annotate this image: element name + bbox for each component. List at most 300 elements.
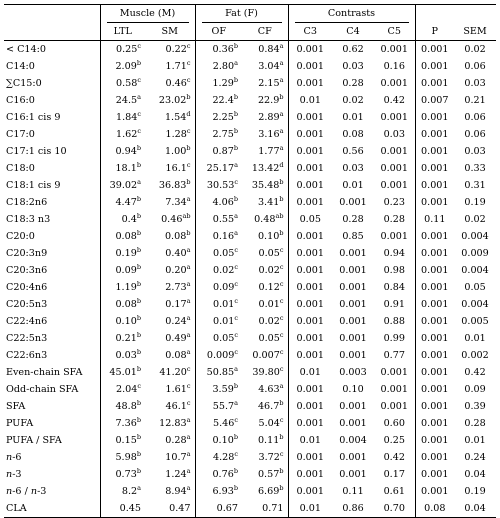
cell-superscript: a [186,348,191,356]
cell-superscript: b [136,314,141,322]
cell-of [195,279,242,296]
cell-value: 0.001 [421,418,449,429]
cell-c3 [288,160,332,177]
row-label: SFA [6,401,26,412]
cell-sm [145,313,195,330]
cell-value: 0.003 [339,367,367,378]
cell-cf [242,313,288,330]
col-header-label [4,23,100,41]
cell-superscript: b [136,246,141,254]
cell-superscript: d [279,161,284,169]
cell-superscript: b [233,467,238,475]
cell-value: 0.62 [342,44,364,55]
cell-sem [454,449,496,466]
cell-value: 0.001 [421,384,449,395]
cell-value: 8.94 [165,486,187,497]
cell-superscript: a [186,246,191,254]
cell-superscript: c [279,365,284,373]
cell-value: 0.02 [258,316,280,327]
row-label: C22:5n3 [6,333,48,344]
cell-ltl [100,75,145,92]
cell-c4 [332,160,374,177]
cell-sm [145,381,195,398]
cell-c3 [288,313,332,330]
cell-value: 0.001 [296,180,324,191]
cell-of [195,92,242,109]
cell-c3 [288,398,332,415]
cell-p [415,245,454,262]
row-label: < C14:0 [6,44,46,55]
group-header-row [4,5,496,24]
cell-cf [242,245,288,262]
row-label: C22:6n3 [6,350,48,361]
cell-value: 0.39 [464,401,486,412]
cell-c5 [374,483,415,500]
cell-sem [454,92,496,109]
cell-value: 0.001 [296,248,324,259]
cell-superscript: b [279,195,284,203]
table-body [4,41,496,518]
cell-c5 [374,296,415,313]
cell-value: 0.001 [296,282,324,293]
cell-value: 0.001 [296,163,324,174]
cell-p [415,466,454,483]
cell-c5 [374,432,415,449]
cell-ltl [100,500,145,518]
cell-c3 [288,58,332,75]
cell-c4 [332,466,374,483]
cell-superscript: c [234,178,238,186]
cell-value: 0.001 [421,197,449,208]
cell-of [195,160,242,177]
cell-value: 0.001 [421,44,449,55]
cell-value: 0.22 [165,44,187,55]
cell-value: 46.7 [257,401,280,412]
cell-superscript: b [136,331,141,339]
cell-value: 0.02 [258,265,280,276]
cell-value: 0.67 [216,503,238,514]
cell-value: 0.48 [254,214,276,225]
cell-value: 0.02 [464,44,486,55]
cell-cf [242,347,288,364]
cell-superscript: ab [182,212,191,220]
group-muscle-label: Muscle (M) [107,5,189,23]
cell-value: 0.42 [383,452,405,463]
row-label: n-3 [6,469,22,480]
cell-value: 0.33 [464,163,486,174]
cell-value: 0.10 [257,231,280,242]
cell-value: 0.09 [464,384,486,395]
cell-ltl [100,296,145,313]
cell-of [195,347,242,364]
cell-value: 0.49 [165,333,187,344]
cell-p [415,483,454,500]
cell-superscript: b [279,484,284,492]
cell-c5 [374,211,415,228]
cell-of [195,415,242,432]
cell-cf [242,330,288,347]
col-header-cf: CF [242,23,288,41]
cell-superscript: a [234,399,238,407]
cell-value: 0.001 [339,350,367,361]
cell-value: 0.88 [383,316,405,327]
cell-ltl [100,211,145,228]
cell-ltl [100,483,145,500]
cell-value: 0.03 [115,350,137,361]
cell-value: 6.69 [257,486,280,497]
cell-value: 2.89 [258,112,280,123]
cell-superscript: b [233,144,238,152]
cell-superscript: b [233,484,238,492]
cell-sm [145,330,195,347]
cell-of [195,143,242,160]
cell-ltl [100,415,145,432]
cell-p [415,415,454,432]
cell-value: 0.001 [380,180,408,191]
cell-superscript: a [186,195,191,203]
cell-sem [454,245,496,262]
table-row [4,262,496,279]
cell-superscript: b [233,93,238,101]
table-row [4,415,496,432]
cell-value: 8.2 [121,486,138,497]
cell-value: 3.16 [258,129,280,140]
cell-c3 [288,330,332,347]
cell-value: 0.001 [421,486,449,497]
cell-p [415,330,454,347]
cell-ltl [100,364,145,381]
cell-value: 0.08 [342,129,364,140]
cell-c3 [288,143,332,160]
col-header-c4: C4 [332,23,374,41]
cell-value: 0.84 [383,282,405,293]
cell-superscript: b [136,433,141,441]
cell-value: 0.01 [299,367,321,378]
cell-c5 [374,92,415,109]
cell-cf [242,143,288,160]
cell-value: 0.06 [464,129,486,140]
cell-value: 0.4 [121,214,137,225]
table-row [4,75,496,92]
cell-p [415,296,454,313]
cell-superscript: c [279,416,284,424]
cell-value: 0.002 [461,350,489,361]
cell-sm [145,211,195,228]
cell-superscript: a [186,280,191,288]
cell-superscript: c [234,263,238,271]
cell-superscript: b [186,144,191,152]
cell-sem [454,415,496,432]
cell-of [195,330,242,347]
cell-sem [454,398,496,415]
cell-p [415,500,454,518]
cell-value: 0.001 [339,452,367,463]
cell-sem [454,296,496,313]
cell-value: 0.001 [380,78,408,89]
cell-value: 7.36 [115,418,137,429]
cell-value: 0.001 [296,146,324,157]
table-row [4,228,496,245]
cell-p [415,347,454,364]
cell-of [195,126,242,143]
cell-value: 25.17 [206,163,235,174]
cell-c3 [288,211,332,228]
cell-value: 0.001 [421,401,449,412]
cell-p [415,160,454,177]
cell-value: 0.001 [380,384,408,395]
table-row [4,177,496,194]
cell-sem [454,211,496,228]
cell-value: 4.63 [258,384,280,395]
cell-c5 [374,126,415,143]
cell-value: 46.1 [165,401,187,412]
col-header-ltl: LTL [100,23,145,41]
cell-of [195,500,242,518]
cell-c4 [332,432,374,449]
cell-value: 0.001 [296,333,324,344]
cell-c4 [332,245,374,262]
cell-p [415,109,454,126]
cell-sm [145,432,195,449]
cell-value: 0.20 [165,265,187,276]
cell-value: 0.85 [342,231,364,242]
cell-sm [145,466,195,483]
cell-ltl [100,398,145,415]
cell-value: 0.02 [464,214,486,225]
cell-sem [454,432,496,449]
cell-of [195,194,242,211]
cell-value: 0.03 [383,129,405,140]
row-label: C18:0 [6,163,35,174]
row-label: C18:1 cis 9 [6,180,61,191]
cell-of [195,245,242,262]
cell-superscript: b [136,399,141,407]
cell-value: 1.71 [165,61,187,72]
cell-sem [454,194,496,211]
cell-value: 0.28 [165,435,187,446]
cell-superscript: a [137,484,141,492]
cell-value: 0.08 [115,231,137,242]
cell-superscript: a [279,42,284,50]
cell-superscript: c [234,314,238,322]
cell-value: 0.004 [461,231,489,242]
cell-value: 0.001 [421,78,449,89]
cell-value: 0.09 [212,282,235,293]
cell-superscript: a [234,59,238,67]
cell-value: 0.47 [169,503,191,514]
cell-value: 0.001 [339,316,367,327]
cell-superscript: b [233,127,238,135]
cell-value: 0.001 [380,44,408,55]
cell-sm [145,364,195,381]
cell-value: 0.86 [342,503,364,514]
cell-c5 [374,228,415,245]
cell-c5 [374,415,415,432]
cell-sem [454,160,496,177]
cell-ltl [100,143,145,160]
cell-superscript: b [233,382,238,390]
cell-value: 0.42 [383,95,405,106]
cell-value: 0.11 [424,214,446,225]
row-label: Even-chain SFA [6,367,83,378]
cell-value: 1.00 [164,146,187,157]
cell-value: 0.06 [464,112,486,123]
cell-superscript: b [279,229,284,237]
cell-cf [242,500,288,518]
cell-ltl [100,466,145,483]
cell-superscript: b [279,467,284,475]
cell-sem [454,228,496,245]
cell-value: 0.001 [421,333,449,344]
cell-superscript: a [234,365,238,373]
cell-value: 30.53 [206,180,235,191]
table-row [4,466,496,483]
table-row [4,432,496,449]
table-row [4,381,496,398]
cell-value: 0.009 [206,350,235,361]
cell-c5 [374,41,415,59]
cell-cf [242,41,288,59]
cell-value: 0.005 [461,316,489,327]
cell-cf [242,211,288,228]
cell-c4 [332,449,374,466]
cell-sm [145,143,195,160]
cell-value: 0.76 [212,469,234,480]
table-row [4,143,496,160]
cell-cf [242,92,288,109]
cell-c3 [288,415,332,432]
cell-superscript: c [279,348,284,356]
cell-value: 0.94 [383,248,405,259]
cell-cf [242,58,288,75]
cell-sm [145,41,195,59]
cell-cf [242,449,288,466]
cell-value: 0.31 [464,180,486,191]
cell-value: 5.46 [212,418,235,429]
cell-value: 0.001 [421,61,449,72]
row-label: C20:4n6 [6,282,48,293]
cell-superscript: c [279,246,284,254]
cell-value: 0.001 [296,265,324,276]
table-row [4,296,496,313]
cell-value: 0.001 [421,435,449,446]
cell-value: 0.17 [383,469,405,480]
cell-c5 [374,364,415,381]
cell-value: 0.05 [258,333,280,344]
cell-superscript: b [136,450,141,458]
cell-value: 0.03 [342,163,364,174]
cell-cf [242,279,288,296]
cell-of [195,449,242,466]
cell-superscript: b [136,297,141,305]
cell-p [415,398,454,415]
cell-c4 [332,483,374,500]
cell-c5 [374,58,415,75]
cell-sem [454,483,496,500]
cell-sm [145,160,195,177]
cell-value: 0.001 [296,61,324,72]
table-row [4,109,496,126]
cell-of [195,313,242,330]
cell-c5 [374,313,415,330]
cell-value: 0.23 [383,197,405,208]
cell-value: 0.001 [421,112,449,123]
cell-value: 0.01 [464,435,486,446]
cell-superscript: b [136,144,141,152]
cell-superscript: c [279,263,284,271]
row-label: PUFA / SFA [6,435,62,446]
cell-p [415,262,454,279]
cell-sm [145,279,195,296]
cell-cf [242,364,288,381]
cell-c3 [288,449,332,466]
cell-superscript: c [137,127,141,135]
cell-value: 0.001 [339,282,367,293]
cell-sm [145,483,195,500]
row-label: C14:0 [6,61,35,72]
cell-c5 [374,347,415,364]
cell-value: 0.87 [212,146,234,157]
cell-value: 0.21 [115,333,137,344]
cell-p [415,41,454,59]
cell-c3 [288,483,332,500]
cell-ltl [100,58,145,75]
cell-superscript: b [233,433,238,441]
row-label: n-6 / n-3 [6,486,47,497]
fatty-acid-table [4,4,496,518]
cell-value: 0.05 [258,248,280,259]
cell-c5 [374,330,415,347]
table-row [4,449,496,466]
cell-value: 39.02 [109,180,138,191]
cell-superscript: d [186,110,191,118]
table-row [4,483,496,500]
cell-sem [454,177,496,194]
cell-c3 [288,466,332,483]
cell-sm [145,75,195,92]
cell-value: 0.24 [464,452,486,463]
cell-superscript: b [186,229,191,237]
cell-superscript: a [186,467,191,475]
cell-value: 0.001 [421,129,449,140]
cell-superscript: c [279,280,284,288]
cell-c4 [332,109,374,126]
cell-value: 0.25 [115,44,138,55]
cell-ltl [100,432,145,449]
cell-value: 0.001 [296,129,324,140]
cell-superscript: c [137,42,141,50]
cell-sem [454,347,496,364]
cell-superscript: a [137,93,141,101]
cell-superscript: a [279,76,284,84]
cell-c4 [332,415,374,432]
cell-value: 1.84 [115,112,138,123]
cell-value: 0.001 [421,469,449,480]
cell-value: 1.61 [165,384,187,395]
cell-c4 [332,262,374,279]
cell-value: 1.19 [115,282,137,293]
cell-superscript: c [137,382,141,390]
cell-p [415,177,454,194]
cell-value: 0.03 [464,146,486,157]
cell-cf [242,109,288,126]
cell-c3 [288,279,332,296]
cell-cf [242,126,288,143]
cell-superscript: c [279,297,284,305]
row-label: C20:5n3 [6,299,48,310]
cell-value: 39.80 [252,367,280,378]
cell-sm [145,262,195,279]
